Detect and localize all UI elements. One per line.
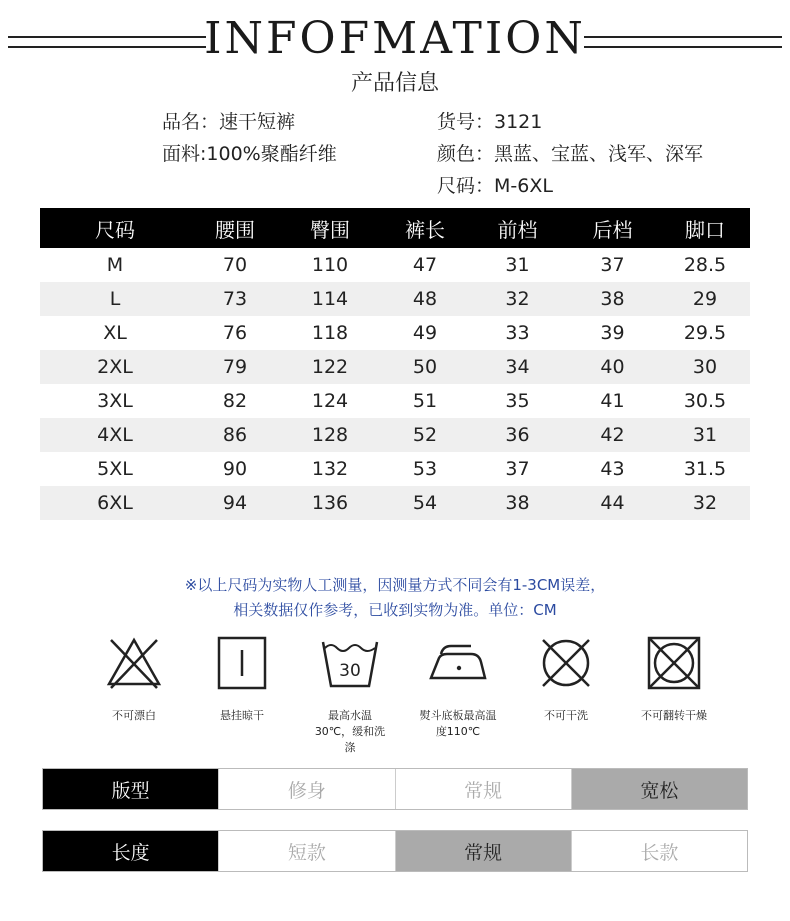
table-cell: 41	[600, 390, 625, 412]
measurement-note-line1: ※以上尺码为实物人工测量，因测量方式不同会有1-3CM误差，	[184, 576, 606, 594]
table-row	[40, 248, 750, 282]
table-cell: 34	[505, 356, 530, 378]
page-title: INFOFMATION	[204, 13, 586, 64]
care-item	[296, 632, 404, 756]
table-cell: 52	[412, 424, 438, 446]
table-cell: 39	[600, 322, 625, 344]
care-label: 熨斗底板最高温度110℃	[419, 709, 497, 738]
table-row	[40, 486, 750, 520]
table-cell: 110	[311, 254, 349, 276]
table-cell: 2XL	[97, 356, 133, 378]
table-cell: 48	[412, 288, 438, 310]
table-cell: 76	[222, 322, 248, 344]
care-label: 最高水温30℃，缓和洗涤	[314, 709, 386, 754]
table-cell: 36	[505, 424, 530, 446]
table-cell: 5XL	[97, 458, 133, 480]
table-cell: 49	[412, 322, 438, 344]
table-cell: 79	[222, 356, 248, 378]
table-cell: 40	[600, 356, 625, 378]
table-header-cell: 臀围	[310, 217, 350, 242]
table-cell: 50	[412, 356, 438, 378]
table-row	[40, 282, 750, 316]
table-cell: 29.5	[683, 322, 727, 344]
fit-row	[42, 768, 748, 810]
table-cell: 35	[505, 390, 530, 412]
table-cell: 31	[505, 254, 530, 276]
care-label: 悬挂晾干	[220, 709, 264, 722]
care-item	[80, 632, 188, 756]
table-row	[40, 418, 750, 452]
table-cell: 82	[222, 390, 248, 412]
table-cell: 128	[311, 424, 349, 446]
table-cell: 31.5	[683, 458, 727, 480]
product-sizes: 尺码：M-6XL	[437, 175, 553, 197]
page-subtitle: 产品信息	[350, 71, 439, 96]
table-cell: 136	[311, 492, 349, 514]
table-cell: 43	[600, 458, 625, 480]
table-cell: 124	[311, 390, 349, 412]
table-cell: 51	[412, 390, 438, 412]
table-header-cell: 脚口	[685, 217, 725, 242]
table-row	[40, 384, 750, 418]
table-cell: 90	[222, 458, 248, 480]
table-cell: 3XL	[97, 390, 133, 412]
table-cell: 44	[600, 492, 625, 514]
fit-option-regular: 常规	[395, 769, 571, 809]
fit-option-loose: 宽松	[571, 769, 747, 809]
table-header-cell: 前档	[497, 217, 538, 242]
table-cell: 122	[311, 356, 349, 378]
table-cell: 30	[692, 356, 718, 378]
table-row	[40, 316, 750, 350]
size-table	[40, 208, 750, 520]
table-header-cell: 尺码	[95, 217, 135, 242]
care-label: 不可干洗	[544, 709, 588, 722]
table-header-cell: 后档	[592, 217, 633, 242]
fit-label: 版型	[43, 769, 218, 809]
table-cell: 30.5	[683, 390, 727, 412]
table-cell: 28.5	[683, 254, 727, 276]
table-cell: 47	[412, 254, 438, 276]
table-cell: 53	[412, 458, 438, 480]
care-item	[620, 632, 728, 756]
product-name: 品名：速干短裤	[162, 111, 296, 133]
length-label: 长度	[43, 831, 218, 871]
table-cell: 118	[311, 322, 349, 344]
table-cell: 32	[692, 492, 718, 514]
table-header-cell: 腰围	[215, 217, 255, 242]
table-cell: XL	[103, 322, 127, 344]
table-cell: 32	[505, 288, 530, 310]
table-cell: 4XL	[97, 424, 133, 446]
table-cell: 86	[222, 424, 248, 446]
care-label: 不可漂白	[112, 709, 156, 722]
no-dry-clean-icon	[535, 632, 597, 694]
product-item-no: 货号：3121	[437, 111, 543, 133]
table-cell: 29	[692, 288, 718, 310]
header-rule-right	[584, 36, 782, 48]
table-cell: 38	[505, 492, 530, 514]
care-item	[512, 632, 620, 756]
table-cell: 6XL	[97, 492, 133, 514]
measurement-note-line2: 相关数据仅作参考，已收到实物为准。单位：CM	[233, 601, 557, 619]
care-instructions	[80, 632, 730, 756]
length-row	[42, 830, 748, 872]
table-cell: 33	[505, 322, 530, 344]
table-header-row	[40, 208, 750, 248]
product-colors: 颜色：黑蓝、宝蓝、浅军、深军	[437, 143, 704, 165]
fit-option-slim: 修身	[218, 769, 394, 809]
care-item	[404, 632, 512, 756]
table-cell: 42	[600, 424, 625, 446]
table-cell: L	[109, 288, 121, 310]
length-option-regular: 常规	[395, 831, 571, 871]
product-material: 面料:100%聚酯纤维	[162, 143, 337, 165]
table-cell: M	[106, 254, 124, 276]
table-cell: 31	[692, 424, 718, 446]
wash-30-icon	[319, 632, 381, 694]
table-row	[40, 350, 750, 384]
hang-dry-icon	[211, 632, 273, 694]
table-cell: 54	[412, 492, 438, 514]
table-cell: 38	[600, 288, 625, 310]
table-cell: 73	[222, 288, 248, 310]
no-bleach-icon	[103, 632, 165, 694]
care-item	[188, 632, 296, 756]
length-option-short: 短款	[218, 831, 394, 871]
table-header-cell: 裤长	[405, 217, 445, 242]
table-cell: 114	[311, 288, 349, 310]
iron-icon	[427, 632, 489, 694]
wash-temp-text: 30	[339, 661, 361, 681]
length-option-long: 长款	[571, 831, 747, 871]
table-row	[40, 452, 750, 486]
care-label: 不可翻转干燥	[641, 709, 707, 722]
table-cell: 94	[222, 492, 248, 514]
table-cell: 132	[311, 458, 349, 480]
table-cell: 37	[505, 458, 530, 480]
no-tumble-dry-icon	[643, 632, 705, 694]
table-cell: 37	[600, 254, 625, 276]
table-cell: 70	[222, 254, 248, 276]
